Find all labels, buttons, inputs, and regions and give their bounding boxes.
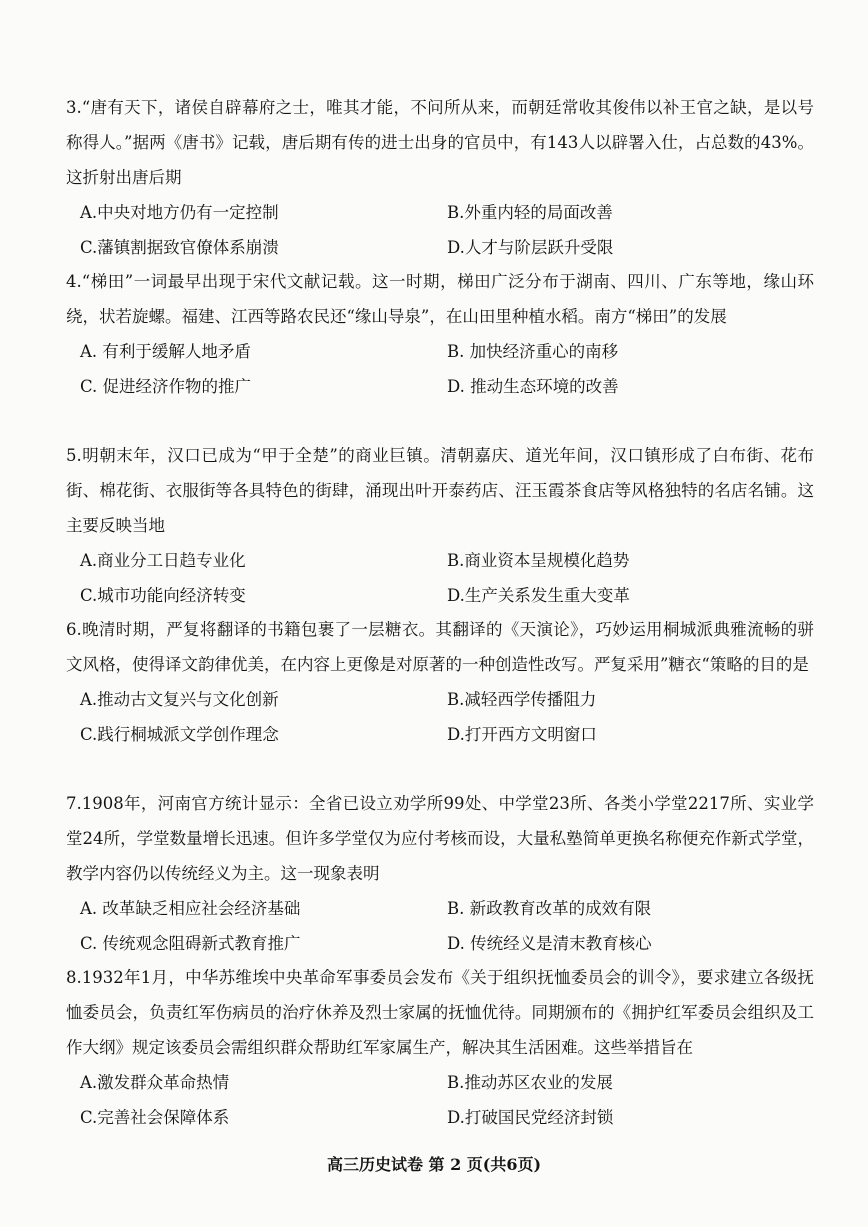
option-d: D. 推动生态环境的改善 [447,377,619,396]
question-6 [66,612,814,752]
option-d: D.生产关系发生重大变革 [447,586,630,605]
page-footer: 高三历史试卷 第 2 页(共6页) [326,1155,542,1174]
option-a: A.商业分工日趋专业化 [80,551,246,570]
option-b: B.减轻西学传播阻力 [447,690,597,709]
question-7 [66,786,814,961]
question-number: 7. [66,794,82,813]
option-c: C.藩镇割据致官僚体系崩溃 [80,238,279,257]
options [66,682,814,752]
option-a: A.激发群众革命热情 [80,1073,230,1092]
option-d: D. 传统经义是清末教育核心 [447,934,652,953]
question-stem: 明朝末年，汉口已成为“甲于全楚”的商业巨镇。清朝嘉庆、道光年间，汉口镇形成了白布街、花布街、棉花街、衣服街等各具特色的街肆，涌现出叶开泰药店、汪玉霞茶食店等风格独特的名店名铺。这主要反映当地 [66,446,814,535]
option-b: B.商业资本呈规模化趋势 [447,551,630,570]
options [66,1065,814,1135]
option-a: A.推动古文复兴与文化创新 [80,690,279,709]
question-5 [66,438,814,613]
question-number: 6. [66,620,82,639]
question-number: 4. [66,272,82,291]
option-a: A.中央对地方仍有一定控制 [80,203,279,222]
option-d: D.打破国民党经济封锁 [447,1108,614,1127]
option-b: B. 加快经济重心的南移 [447,342,619,361]
option-c: C.完善社会保障体系 [80,1108,230,1127]
question-stem: 晚清时期，严复将翻译的书籍包裹了一层糖衣。其翻译的《天演论》，巧妙运用桐城派典雅流畅的骈文风格，使得译文韵律优美，在内容上更像是对原著的一种创造性改写。严复采用”糖衣“策略的目的是 [66,620,814,674]
question-8 [66,960,814,1135]
option-b: B. 新政教育改革的成效有限 [447,899,652,918]
option-a: A. 有利于缓解人地矛盾 [80,342,251,361]
options [66,543,814,613]
options [66,891,814,961]
options [66,334,814,404]
option-a: A. 改革缺乏相应社会经济基础 [80,899,301,918]
option-b: B.外重内轻的局面改善 [447,203,613,222]
question-stem: “梯田”一词最早出现于宋代文献记载。这一时期，梯田广泛分布于湖南、四川、广东等地，缘山环绕，状若旋螺。福建、江西等路农民还“缘山导泉”，在山田里种植水稻。南方“梯田”的发展 [66,272,814,326]
question-stem: 1908年，河南官方统计显示：全省已设立劝学所99处、中学堂23所、各类小学堂2217所、实业学堂24所，学堂数量增长迅速。但许多学堂仅为应付考核而设，大量私塾简单更换名称便充作新式学堂，教学内容仍以传统经义为主。这一现象表明 [66,794,814,883]
question-stem: 1932年1月，中华苏维埃中央革命军事委员会发布《关于组织抚恤委员会的训令》，要求建立各级抚恤委员会，负责红军伤病员的治疗休养及烈士家属的抚恤优待。同期颁布的《拥护红军委员会组织及工作大纲》规定该委员会需组织群众帮助红军家属生产，解决其生活困难。这些举措旨在 [66,968,814,1057]
question-number: 5. [66,446,82,465]
option-c: C.城市功能向经济转变 [80,586,246,605]
question-stem: “唐有天下，诸侯自辟幕府之士，唯其才能，不问所从来，而朝廷常收其俊伟以补王官之缺，是以号称得人。”据两《唐书》记载，唐后期有传的进士出身的官员中，有143人以辟署入仕，占总数的43%。这折射出唐后期 [66,98,814,187]
options [66,195,814,265]
question-number: 8. [66,968,82,987]
option-b: B.推动苏区农业的发展 [447,1073,613,1092]
question-4 [66,264,814,404]
option-d: D.打开西方文明窗口 [447,725,597,744]
option-c: C.践行桐城派文学创作理念 [80,725,279,744]
option-d: D.人才与阶层跃升受限 [447,238,614,257]
option-c: C. 促进经济作物的推广 [80,377,252,396]
option-c: C. 传统观念阻碍新式教育推广 [80,934,301,953]
question-number: 3. [66,98,82,117]
question-3 [66,90,814,265]
